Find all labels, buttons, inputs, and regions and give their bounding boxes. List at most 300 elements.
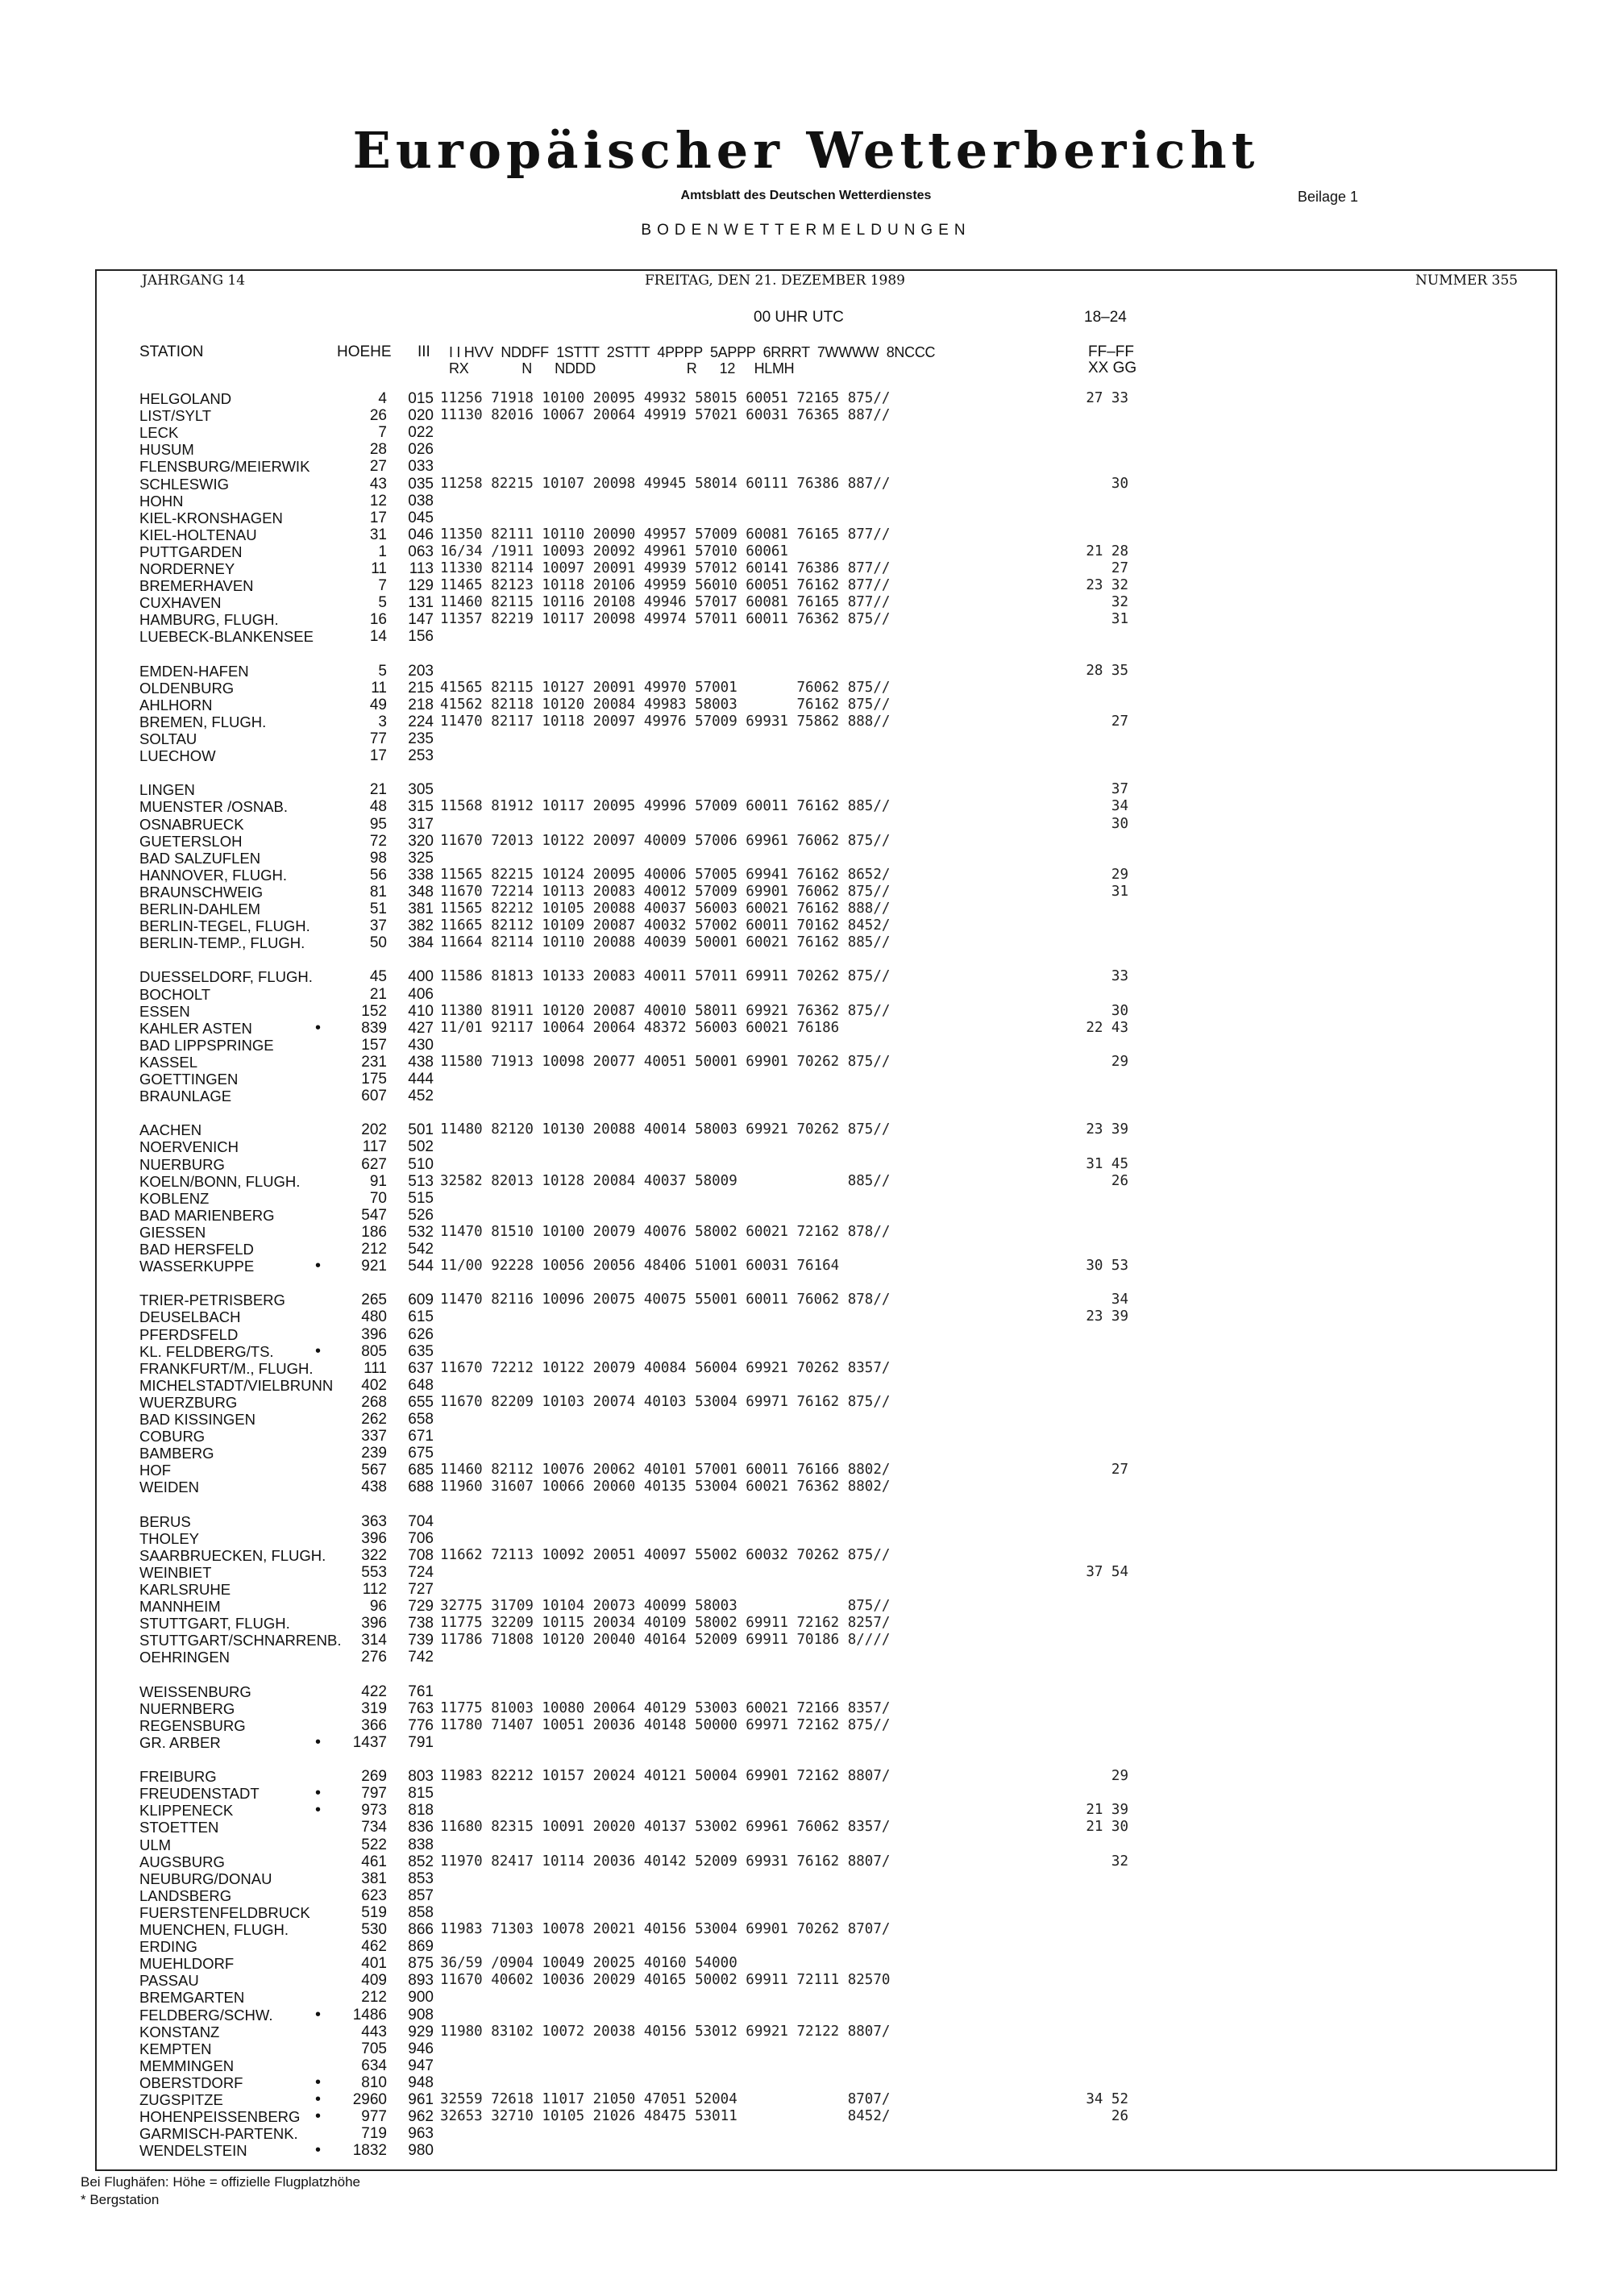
station-codes: 11775 81003 10080 20064 40129 53003 60021 72166 8357/ [440,1699,891,1716]
station-name: STUTTGART, FLUGH. [139,1615,290,1633]
station-hoehe: 547 [361,1206,387,1224]
station-iii: 400 [408,968,434,986]
station-hoehe: 396 [361,1325,387,1343]
station-name: MANNHEIM [139,1598,221,1616]
station-hoehe: 269 [361,1768,387,1786]
station-hoehe: 17 [369,509,387,526]
station-name: KIEL-HOLTENAU [139,526,257,543]
station-hoehe: 212 [361,1989,387,2007]
station-codes: 16/34 /1911 10093 20092 49961 57010 60061 [440,543,788,559]
station-name: DEUSELBACH [139,1308,241,1326]
station-hoehe: 973 [361,1802,387,1820]
station-hoehe: 705 [361,2040,387,2057]
station-codes: 11983 71303 10078 20021 40156 53004 69901 70262 8707/ [440,1921,891,1937]
station-hoehe: 111 [364,1359,387,1377]
station-iii: 253 [408,747,434,765]
station-name: KLIPPENECK [139,1802,234,1820]
station-codes: 11980 83102 10072 20038 40156 53012 69921 72122 8807/ [440,2023,891,2040]
station-name: ESSEN [139,1002,190,1020]
station-ff: 27 33 [1086,390,1128,406]
station-iii: 724 [408,1563,434,1581]
station-iii: 452 [408,1088,434,1105]
station-ff: 27 [1111,560,1128,576]
station-hoehe: 268 [361,1393,387,1411]
station-name: NUERBURG [139,1155,225,1173]
station-iii: 384 [408,934,434,952]
station-iii: 626 [408,1325,434,1343]
station-name: MUENSTER /OSNAB. [139,798,288,816]
station-iii: 729 [408,1598,434,1616]
station-name: TRIER-PETRISBERG [139,1292,285,1309]
station-hoehe: 7 [378,577,387,595]
station-hoehe: 627 [361,1155,387,1173]
station-codes: 32775 31709 10104 20073 40099 58003 875// [440,1598,891,1615]
station-codes: 11580 71913 10098 20077 40051 50001 69901 70262 875// [440,1053,891,1070]
station-iii: 427 [408,1019,434,1037]
station-iii: 635 [408,1342,434,1360]
station-hoehe: 27 [369,458,387,476]
station-ff: 33 [1111,968,1128,985]
station-ff: 21 30 [1086,1819,1128,1836]
station-name: SCHLESWIG [139,475,230,493]
station-iii: 381 [408,901,434,917]
station-name: MUEHLDORF [139,1955,235,1973]
station-codes: 11983 82212 10157 20024 40121 50004 69901 72162 8807/ [440,1768,891,1785]
station-codes: 11786 71808 10120 20040 40164 52009 69911 70186 8//// [440,1632,891,1649]
station-name: KARLSRUHE [139,1581,231,1598]
station-hoehe: 396 [361,1615,387,1633]
station-name: LUECHOW [139,747,216,765]
station-hoehe: 157 [361,1036,387,1054]
time-ff-heading: 18–24 [1084,309,1127,326]
station-iii: 857 [408,1886,434,1904]
station-iii: 338 [408,866,434,884]
station-iii: 046 [408,526,434,543]
station-codes: 11350 82111 10110 20090 49957 57009 60081 76165 877// [440,526,891,543]
station-name: PFERDSFELD [139,1325,239,1343]
station-codes: 11664 82114 10110 20088 40039 50001 60021 76162 885// [440,934,891,951]
station-ff: 30 [1111,475,1128,492]
station-hoehe: 262 [361,1411,387,1428]
bergstation-marker: • [315,1801,322,1820]
station-codes: 11780 71407 10051 20036 40148 50000 69971 72162 875// [440,1716,891,1733]
station-iii: 156 [408,628,434,646]
station-iii: 609 [408,1292,434,1309]
station-hoehe: 276 [361,1649,387,1666]
station-iii: 803 [408,1768,434,1786]
station-hoehe: 95 [369,815,387,833]
station-name: BAD HERSFELD [139,1241,254,1258]
station-name: BREMGARTEN [139,1989,245,2007]
station-ff: 31 [1111,611,1128,628]
issue-number: NUMMER 355 [1415,272,1519,289]
station-hoehe: 1 [378,543,387,560]
station-name: LINGEN [139,781,195,799]
station-name: BERUS [139,1512,191,1530]
station-iii: 515 [408,1189,434,1207]
station-iii: 406 [408,985,434,1003]
station-name: THOLEY [139,1529,200,1547]
station-iii: 929 [408,2023,434,2040]
station-ff: 29 [1111,866,1128,883]
station-hoehe: 734 [361,1819,387,1836]
station-hoehe: 175 [361,1071,387,1088]
bergstation-marker: • [315,2107,322,2126]
station-hoehe: 810 [361,2073,387,2091]
station-iii: 444 [408,1071,434,1088]
station-ff: 23 32 [1086,577,1128,594]
station-codes: 11670 40602 10036 20029 40165 50002 69911 72111 82570 [440,1972,891,1989]
station-ff: 26 [1111,1172,1128,1189]
station-hoehe: 117 [362,1138,387,1156]
station-iii: 035 [408,475,434,493]
station-iii: 685 [408,1462,434,1479]
station-hoehe: 91 [369,1172,387,1190]
station-name: EMDEN-HAFEN [139,662,249,680]
station-hoehe: 319 [361,1699,387,1717]
station-iii: 655 [408,1393,434,1411]
station-iii: 320 [408,832,434,850]
hoehe-column-header: HOEHE [337,343,392,360]
station-name: KL. FELDBERG/TS. [139,1342,274,1360]
station-hoehe: 21 [369,781,387,799]
station-iii: 742 [408,1649,434,1666]
station-name: BAD SALZUFLEN [139,849,261,867]
code-column-header: I I HVV NDDFF 1STTT 2STTT 4PPPP 5APPP 6RRRT 7WWWW 8NCCC [449,344,936,360]
station-hoehe: 607 [361,1088,387,1105]
station-name: BOCHOLT [139,985,211,1003]
station-name: WASSERKUPPE [139,1258,255,1275]
station-ff: 27 [1111,1462,1128,1479]
station-name: OEHRINGEN [139,1649,231,1666]
station-iii: 020 [408,407,434,425]
station-iii: 893 [408,1972,434,1990]
station-iii: 033 [408,458,434,476]
station-name: PUTTGARDEN [139,543,243,560]
station-iii: 900 [408,1989,434,2007]
time-main-heading: 00 UHR UTC [754,309,844,326]
station-iii: 947 [408,2057,434,2074]
station-name: CUXHAVEN [139,594,222,612]
station-name: BREMERHAVEN [139,577,254,595]
station-iii: 791 [408,1733,434,1751]
bergstation-marker: • [315,1341,322,1360]
station-codes: 11/01 92117 10064 20064 48372 56003 60021 76186 [440,1019,840,1036]
station-iii: 948 [408,2073,434,2091]
station-hoehe: 462 [361,1938,387,1956]
station-iii: 763 [408,1699,434,1717]
station-codes: 11460 82112 10076 20062 40101 57001 60011 76166 8802/ [440,1462,891,1479]
station-name: ZUGSPITZE [139,2091,223,2108]
station-name: GARMISCH-PARTENK. [139,2125,298,2143]
station-hoehe: 51 [369,901,387,917]
station-name: HUSUM [139,441,194,459]
station-ff: 21 39 [1086,1802,1128,1819]
station-hoehe: 337 [361,1428,387,1445]
station-column-header: STATION [139,343,204,360]
station-hoehe: 11 [371,560,387,577]
station-hoehe: 81 [369,883,387,901]
station-name: BREMEN, FLUGH. [139,713,267,730]
station-codes: 32559 72618 11017 21050 47051 52004 8707/ [440,2091,891,2107]
station-hoehe: 7 [378,424,387,442]
station-iii: 815 [408,1785,434,1803]
station-name: NUERNBERG [139,1699,235,1717]
station-ff: 34 [1111,798,1128,815]
station-ff: 32 [1111,594,1128,611]
station-codes: 32653 32710 10105 21026 48475 53011 8452/ [440,2108,891,2125]
station-hoehe: 152 [361,1002,387,1020]
station-name: GOETTINGEN [139,1071,239,1088]
station-iii: 706 [408,1529,434,1547]
page-subtitle: Amtsblatt des Deutschen Wetterdienstes [680,189,932,202]
bergstation-marker: • [315,1732,322,1751]
station-hoehe: 719 [361,2125,387,2143]
station-hoehe: 28 [369,441,387,459]
station-iii: 838 [408,1836,434,1853]
station-hoehe: 43 [369,475,387,493]
station-name: HOHENPEISSENBERG [139,2108,301,2126]
station-hoehe: 186 [361,1223,387,1241]
station-codes: 41562 82118 10120 20084 49983 58003 76162 875// [440,696,891,713]
station-codes: 11/00 92228 10056 20056 48406 51001 60031 76164 [440,1258,840,1275]
station-codes: 32582 82013 10128 20084 40037 58009 885// [440,1172,891,1189]
station-hoehe: 1832 [352,2142,387,2160]
bergstation-marker: • [315,2141,322,2160]
station-hoehe: 530 [361,1921,387,1938]
station-name: MUENCHEN, FLUGH. [139,1921,289,1938]
station-codes: 11256 71918 10100 20095 49932 58015 60051 72165 875// [440,390,891,406]
station-name: MEMMINGEN [139,2057,235,2074]
station-iii: 869 [408,1938,434,1956]
station-name: KOBLENZ [139,1189,210,1207]
station-hoehe: 202 [361,1121,387,1139]
station-name: STUTTGART/SCHNARRENB. [139,1632,342,1649]
station-iii: 738 [408,1615,434,1633]
station-name: LUEBECK-BLANKENSEE [139,628,314,646]
station-iii: 866 [408,1921,434,1938]
station-iii: 147 [408,611,434,629]
station-hoehe: 5 [378,594,387,612]
station-iii: 544 [408,1258,434,1275]
station-iii: 038 [408,492,434,510]
station-name: GUETERSLOH [139,832,243,850]
bergstation-marker: • [315,1018,322,1037]
station-ff: 28 35 [1086,662,1128,679]
station-hoehe: 16 [369,611,387,629]
station-codes: 11357 82219 10117 20098 49974 57011 60011 76362 875// [440,611,891,628]
station-ff: 37 54 [1086,1563,1128,1580]
station-hoehe: 56 [369,866,387,884]
station-ff: 30 [1111,1002,1128,1019]
station-codes: 11670 72214 10113 20083 40012 57009 69901 76062 875// [440,883,891,900]
station-name: WEINBIET [139,1563,212,1581]
station-codes: 11470 82116 10096 20075 40075 55001 60011 76062 878// [440,1292,891,1308]
station-codes: 11465 82123 10118 20106 49959 56010 60051 76162 877// [440,577,891,594]
station-name: KIEL-KRONSHAGEN [139,509,283,526]
station-iii: 129 [408,577,434,595]
station-hoehe: 366 [361,1716,387,1734]
station-codes: 11258 82215 10107 20098 49945 58014 60111 76386 887// [440,475,891,492]
station-codes: 11960 31607 10066 20060 40135 53004 60021 76362 8802/ [440,1479,891,1495]
station-name: OSNABRUECK [139,815,244,833]
station-name: BAD MARIENBERG [139,1206,275,1224]
station-name: KEMPTEN [139,2040,212,2057]
station-codes: 11670 82209 10103 20074 40103 53004 69971 76162 875// [440,1393,891,1410]
station-ff: 37 [1111,781,1128,798]
footnote-bergstation: * Bergstation [81,2192,160,2207]
station-iii: 317 [408,815,434,833]
station-hoehe: 265 [361,1292,387,1309]
station-hoehe: 977 [361,2108,387,2126]
bergstation-marker: • [315,1257,322,1275]
station-ff: 22 43 [1086,1019,1128,1036]
station-name: BAD KISSINGEN [139,1411,256,1428]
station-hoehe: 21 [369,985,387,1003]
station-codes: 41565 82115 10127 20091 49970 57001 76062 875// [440,679,891,696]
station-codes: 11480 82120 10130 20088 40014 58003 69921 70262 875// [440,1121,891,1138]
station-ff: 23 39 [1086,1121,1128,1138]
station-hoehe: 443 [361,2023,387,2040]
station-name: WUERZBURG [139,1393,238,1411]
station-iii: 648 [408,1376,434,1394]
station-iii: 235 [408,730,434,747]
station-name: BRAUNSCHWEIG [139,883,264,901]
station-iii: 963 [408,2125,434,2143]
station-iii: 761 [408,1682,434,1700]
station-hoehe: 553 [361,1563,387,1581]
ff-column-header: FF–FF [1088,343,1134,360]
bergstation-marker: • [315,2073,322,2091]
station-iii: 818 [408,1802,434,1820]
station-codes: 11470 82117 10118 20097 49976 57009 69931 75862 888// [440,713,891,730]
station-iii: 438 [408,1053,434,1071]
station-hoehe: 45 [369,968,387,986]
station-hoehe: 37 [369,917,387,935]
station-name: BERLIN-TEGEL, FLUGH. [139,917,310,935]
station-iii: 727 [408,1581,434,1598]
station-hoehe: 239 [361,1445,387,1462]
station-iii: 704 [408,1512,434,1530]
station-iii: 858 [408,1903,434,1921]
station-ff: 30 53 [1086,1258,1128,1275]
station-codes: 11970 82417 10114 20036 40142 52009 69931 76162 8807/ [440,1853,891,1870]
station-hoehe: 402 [361,1376,387,1394]
station-hoehe: 70 [369,1189,387,1207]
station-codes: 11330 82114 10097 20091 49939 57012 60141 76386 877// [440,560,891,576]
station-iii: 637 [408,1359,434,1377]
station-name: BAMBERG [139,1445,214,1462]
station-hoehe: 231 [361,1053,387,1071]
station-hoehe: 1437 [352,1733,387,1751]
station-name: AUGSBURG [139,1853,225,1870]
station-iii: 980 [408,2142,434,2160]
station-iii: 315 [408,798,434,816]
station-iii: 510 [408,1155,434,1173]
station-hoehe: 409 [361,1972,387,1990]
station-hoehe: 839 [361,1019,387,1037]
station-name: GIESSEN [139,1223,206,1241]
station-codes: 11586 81813 10133 20083 40011 57011 69911 70262 875// [440,968,891,985]
station-hoehe: 4 [378,390,387,407]
station-iii: 675 [408,1445,434,1462]
station-name: FRANKFURT/M., FLUGH. [139,1359,314,1377]
station-codes: 11380 81911 10120 20087 40010 58011 69921 76362 875// [440,1002,891,1019]
station-iii: 113 [409,560,434,577]
station-name: REGENSBURG [139,1716,246,1734]
iii-column-header: III [418,343,430,360]
station-name: KOELN/BONN, FLUGH. [139,1172,301,1190]
station-ff: 26 [1111,2108,1128,2125]
station-iii: 382 [408,917,434,935]
station-iii: 218 [408,696,434,713]
station-iii: 875 [408,1955,434,1973]
station-name: KAHLER ASTEN [139,1019,252,1037]
station-ff: 30 [1111,815,1128,832]
station-ff: 31 45 [1086,1155,1128,1172]
station-name: HANNOVER, FLUGH. [139,866,287,884]
station-name: OLDENBURG [139,679,235,697]
bergstation-marker: • [315,2005,322,2024]
station-ff: 23 39 [1086,1308,1128,1325]
station-hoehe: 26 [369,407,387,425]
station-name: HOHN [139,492,184,510]
station-hoehe: 1486 [352,2006,387,2024]
station-hoehe: 3 [378,713,387,730]
station-iii: 961 [408,2091,434,2108]
station-name: COBURG [139,1428,206,1445]
station-hoehe: 567 [361,1462,387,1479]
station-iii: 026 [408,441,434,459]
station-iii: 658 [408,1411,434,1428]
station-iii: 502 [408,1138,434,1156]
station-name: BRAUNLAGE [139,1088,232,1105]
station-hoehe: 112 [362,1581,387,1598]
station-name: OBERSTDORF [139,2073,243,2091]
station-iii: 776 [408,1716,434,1734]
station-hoehe: 401 [361,1955,387,1973]
station-iii: 348 [408,883,434,901]
date-label: FREITAG, DEN 21. DEZEMBER 1989 [645,272,905,289]
station-hoehe: 314 [361,1632,387,1649]
station-codes: 36/59 /0904 10049 20025 40160 54000 [440,1955,737,1972]
station-iii: 430 [408,1036,434,1054]
station-hoehe: 72 [369,832,387,850]
station-iii: 908 [408,2006,434,2024]
station-hoehe: 438 [361,1479,387,1496]
station-name: DUESSELDORF, FLUGH. [139,968,313,986]
station-ff: 34 [1111,1292,1128,1308]
station-iii: 410 [408,1002,434,1020]
station-name: LIST/SYLT [139,407,212,425]
station-ff: 32 [1111,1853,1128,1870]
station-name: STOETTEN [139,1819,219,1836]
station-hoehe: 212 [361,1241,387,1258]
station-iii: 513 [408,1172,434,1190]
station-name: HAMBURG, FLUGH. [139,611,279,629]
beilage-label: Beilage 1 [1298,189,1359,205]
station-ff: 34 52 [1086,2091,1128,2107]
footnote-flughaefen: Bei Flughäfen: Höhe = offizielle Flugplatzhöhe [81,2174,360,2190]
station-iii: 305 [408,781,434,799]
station-hoehe: 49 [369,696,387,713]
bergstation-marker: • [315,2090,322,2108]
station-hoehe: 5 [378,662,387,680]
station-name: KONSTANZ [139,2023,220,2040]
station-name: BERLIN-TEMP., FLUGH. [139,934,305,952]
station-hoehe: 17 [369,747,387,765]
station-hoehe: 623 [361,1886,387,1904]
